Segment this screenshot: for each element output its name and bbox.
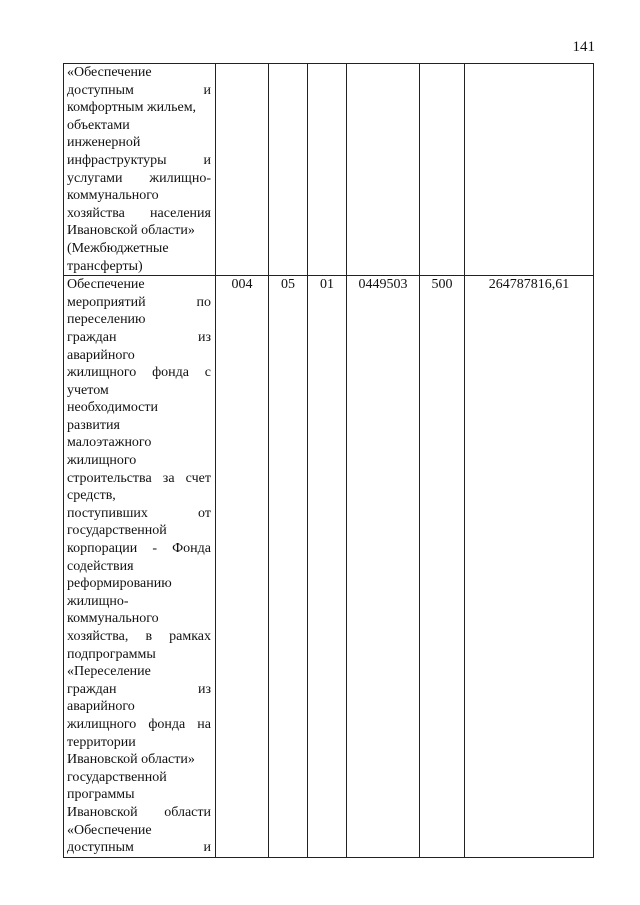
description-line: коммунального: [67, 611, 159, 627]
amount-cell: [465, 64, 594, 276]
section-cell: [269, 64, 308, 276]
description-line: аварийного: [67, 347, 135, 363]
description-line: Ивановской области»: [67, 223, 195, 239]
description-line: объектами: [67, 117, 130, 133]
description-line: хозяйства населения: [67, 205, 211, 221]
expense-type-cell: 500: [420, 276, 465, 858]
description-line: доступным и: [67, 840, 211, 856]
description-line: подпрограммы: [67, 646, 156, 662]
description-line: программы: [67, 787, 135, 803]
description-line: Ивановской области»: [67, 752, 195, 768]
description-line: граждан из: [67, 681, 211, 697]
expense-type-cell: [420, 64, 465, 276]
description-line: «Переселение: [67, 664, 151, 680]
amount-cell: 264787816,61: [465, 276, 594, 858]
description-line: территории: [67, 734, 136, 750]
budget-table: [63, 63, 594, 858]
description-line: мероприятий по: [67, 294, 211, 310]
description-line: необходимости: [67, 400, 159, 416]
description-line: содействия: [67, 558, 134, 574]
description-line: Обеспечение: [67, 277, 145, 293]
description-line: коммунального: [67, 188, 159, 204]
description-line: трансферты): [67, 258, 143, 274]
description-line: средств,: [67, 488, 116, 504]
description-line: малоэтажного: [67, 435, 152, 451]
description-line: инженерной: [67, 135, 141, 151]
description-line: учетом: [67, 382, 109, 398]
description-line: поступивших от: [67, 505, 211, 521]
description-line: аварийного: [67, 699, 135, 715]
description-line: развития: [67, 417, 120, 433]
description-line: жилищного фонда с: [67, 365, 211, 381]
description-line: Ивановской области: [67, 804, 211, 820]
description-line: услугами жилищно-: [67, 170, 211, 186]
description-line: инфраструктуры и: [67, 152, 211, 168]
page-number: 141: [572, 39, 595, 55]
section-cell: 05: [269, 276, 308, 858]
admin-code-cell: 004: [216, 276, 269, 858]
description-line: доступным и: [67, 82, 211, 98]
description-line: переселению: [67, 312, 146, 328]
description-line: граждан из: [67, 329, 211, 345]
description-line: корпорации - Фонда: [67, 541, 211, 557]
description-line: жилищно-: [67, 593, 129, 609]
description-line: (Межбюджетные: [67, 240, 169, 256]
table-row: [64, 276, 594, 858]
description-line: жилищного фонда на: [67, 716, 211, 732]
row-description: [64, 276, 216, 858]
description-line: хозяйства, в рамках: [67, 629, 211, 644]
description-line: «Обеспечение: [67, 65, 152, 80]
subsection-cell: [308, 64, 347, 276]
table-row: [64, 64, 594, 276]
description-line: строительства за счет: [67, 470, 211, 486]
admin-code-cell: [216, 64, 269, 276]
description-line: жилищного: [67, 453, 137, 469]
description-line: реформированию: [67, 576, 172, 592]
description-line: комфортным жильем,: [67, 100, 197, 116]
description-line: государственной: [67, 523, 167, 539]
subsection-cell: 01: [308, 276, 347, 858]
description-line: государственной: [67, 769, 167, 785]
target-article-cell: 0449503: [347, 276, 420, 858]
row-description: [64, 64, 216, 276]
description-line: «Обеспечение: [67, 822, 152, 838]
target-article-cell: [347, 64, 420, 276]
